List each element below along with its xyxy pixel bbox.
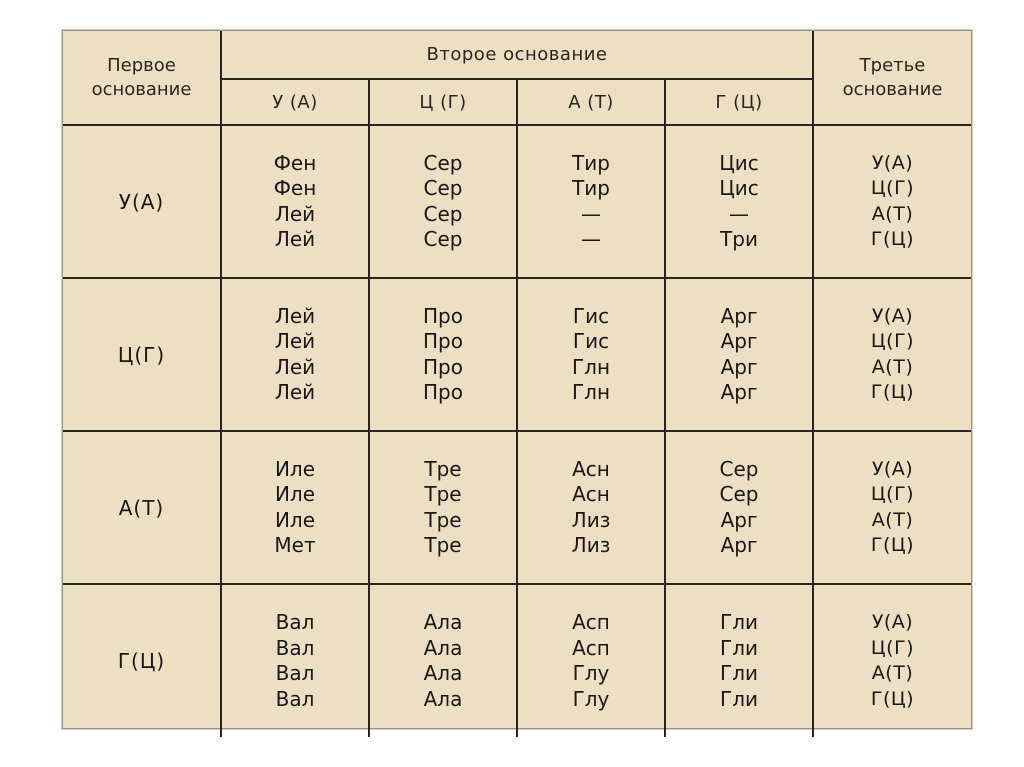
amino-acid: Асп xyxy=(572,635,610,660)
amino-acid: Арг xyxy=(720,354,758,379)
amino-acid-cell xyxy=(665,125,813,278)
column-header-c: Ц (Г) xyxy=(369,79,517,125)
amino-acid: Арг xyxy=(720,507,758,532)
amino-acid: Сер xyxy=(423,150,463,175)
third-base-label: У(А) xyxy=(871,611,914,633)
third-base-header-line1: Третье xyxy=(859,54,926,76)
third-base-label: Г(Ц) xyxy=(870,534,915,556)
column-header-a: А (Т) xyxy=(517,79,665,125)
second-base-header: Второе основание xyxy=(221,31,813,79)
codon-table-page xyxy=(62,30,972,729)
amino-acid: Иле xyxy=(274,482,316,506)
amino-acid: Лей xyxy=(274,303,316,328)
amino-acid: — xyxy=(581,201,601,226)
amino-acid-cell xyxy=(665,278,813,431)
amino-acid: — xyxy=(729,201,749,226)
third-base-label: У(А) xyxy=(871,304,914,327)
amino-acid: Гли xyxy=(720,610,758,634)
third-base-cell xyxy=(813,125,971,278)
amino-acid: Вал xyxy=(275,610,315,634)
amino-acid: Про xyxy=(423,354,463,379)
amino-acid-cell xyxy=(221,278,369,431)
amino-acid: Ала xyxy=(423,661,463,685)
amino-acid-cell xyxy=(517,125,665,278)
amino-acid: Асн xyxy=(572,482,610,506)
codon-row-c xyxy=(63,278,971,431)
codon-row-g xyxy=(63,584,971,737)
amino-acid: Цис xyxy=(719,176,759,200)
amino-acid: Лей xyxy=(274,380,316,404)
amino-acid: Лей xyxy=(274,201,316,226)
amino-acid-cell xyxy=(369,431,517,584)
amino-acid-cell xyxy=(369,584,517,737)
amino-acid: Тре xyxy=(424,533,462,557)
amino-acid-cell xyxy=(369,125,517,278)
amino-acid: Лиз xyxy=(571,507,611,532)
amino-acid: Лей xyxy=(274,354,316,379)
amino-acid-cell xyxy=(221,125,369,278)
amino-acid: Цис xyxy=(719,150,759,175)
codon-row-u xyxy=(63,125,971,278)
amino-acid: Гли xyxy=(720,635,758,660)
amino-acid: Про xyxy=(423,329,463,353)
third-base-cell xyxy=(813,431,971,584)
amino-acid: Иле xyxy=(274,507,316,532)
column-header-u: У (А) xyxy=(221,79,369,125)
first-base-label: Ц(Г) xyxy=(63,278,221,431)
amino-acid: Три xyxy=(720,227,758,251)
third-base-label: А(Т) xyxy=(871,662,914,684)
amino-acid-cell xyxy=(665,584,813,737)
third-base-cell xyxy=(813,584,971,737)
amino-acid: Ала xyxy=(423,686,463,711)
third-base-label: Г(Ц) xyxy=(870,687,915,710)
amino-acid: — xyxy=(581,227,601,251)
amino-acid-cell xyxy=(517,584,665,737)
first-base-label: А(Т) xyxy=(63,431,221,584)
third-base-label: У(А) xyxy=(871,151,914,174)
amino-acid: Гли xyxy=(720,661,758,685)
amino-acid: Сер xyxy=(423,201,463,226)
amino-acid: Тре xyxy=(424,507,462,532)
amino-acid: Лей xyxy=(274,227,316,251)
amino-acid: Гис xyxy=(572,303,610,328)
amino-acid: Глу xyxy=(572,686,610,711)
amino-acid-cell xyxy=(517,431,665,584)
third-base-label: Ц(Г) xyxy=(870,177,915,199)
genetic-code-table xyxy=(63,31,971,737)
amino-acid: Глу xyxy=(572,661,610,685)
first-base-header-line2: основание xyxy=(91,78,192,100)
amino-acid: Мет xyxy=(274,533,316,557)
third-base-label: Г(Ц) xyxy=(870,228,915,250)
amino-acid-cell xyxy=(221,431,369,584)
third-base-label: У(А) xyxy=(871,457,914,480)
third-base-label: А(Т) xyxy=(871,202,914,225)
amino-acid: Про xyxy=(423,303,463,328)
amino-acid: Арг xyxy=(720,329,758,353)
amino-acid: Ала xyxy=(423,610,463,634)
amino-acid: Сер xyxy=(423,227,463,251)
first-base-label: Г(Ц) xyxy=(63,584,221,737)
amino-acid: Про xyxy=(423,380,463,404)
amino-acid: Тир xyxy=(572,150,610,175)
third-base-label: А(Т) xyxy=(871,508,914,531)
amino-acid: Асн xyxy=(572,456,610,481)
amino-acid: Вал xyxy=(275,661,315,685)
amino-acid: Вал xyxy=(275,635,315,660)
amino-acid: Арг xyxy=(720,380,758,404)
amino-acid-cell xyxy=(665,431,813,584)
first-base-header xyxy=(63,31,221,125)
codon-row-a xyxy=(63,431,971,584)
amino-acid: Гли xyxy=(720,686,758,711)
amino-acid: Глн xyxy=(571,380,611,404)
amino-acid: Асп xyxy=(572,610,610,634)
amino-acid: Сер xyxy=(719,482,759,506)
amino-acid: Тре xyxy=(424,482,462,506)
amino-acid: Иле xyxy=(274,456,316,481)
column-header-g: Г (Ц) xyxy=(665,79,813,125)
amino-acid: Тре xyxy=(424,456,462,481)
amino-acid: Арг xyxy=(720,533,758,557)
third-base-header xyxy=(813,31,971,125)
amino-acid: Фен xyxy=(273,150,317,175)
amino-acid: Вал xyxy=(275,686,315,711)
amino-acid: Фен xyxy=(273,176,317,200)
third-base-label: Ц(Г) xyxy=(870,483,915,505)
third-base-label: Ц(Г) xyxy=(870,636,915,659)
third-base-header-line2: основание xyxy=(842,78,943,100)
first-base-header-line1: Первое xyxy=(107,54,176,76)
amino-acid: Тир xyxy=(572,176,610,200)
amino-acid: Гис xyxy=(572,329,610,353)
amino-acid: Сер xyxy=(719,456,759,481)
first-base-label: У(А) xyxy=(63,125,221,278)
third-base-label: А(Т) xyxy=(871,355,914,378)
amino-acid-cell xyxy=(221,584,369,737)
amino-acid-cell xyxy=(369,278,517,431)
amino-acid: Арг xyxy=(720,303,758,328)
amino-acid: Лиз xyxy=(571,533,611,557)
amino-acid: Сер xyxy=(423,176,463,200)
third-base-label: Г(Ц) xyxy=(870,381,915,403)
amino-acid: Ала xyxy=(423,635,463,660)
third-base-label: Ц(Г) xyxy=(870,330,915,352)
amino-acid: Лей xyxy=(274,329,316,353)
third-base-cell xyxy=(813,278,971,431)
amino-acid-cell xyxy=(517,278,665,431)
amino-acid: Глн xyxy=(571,354,611,379)
